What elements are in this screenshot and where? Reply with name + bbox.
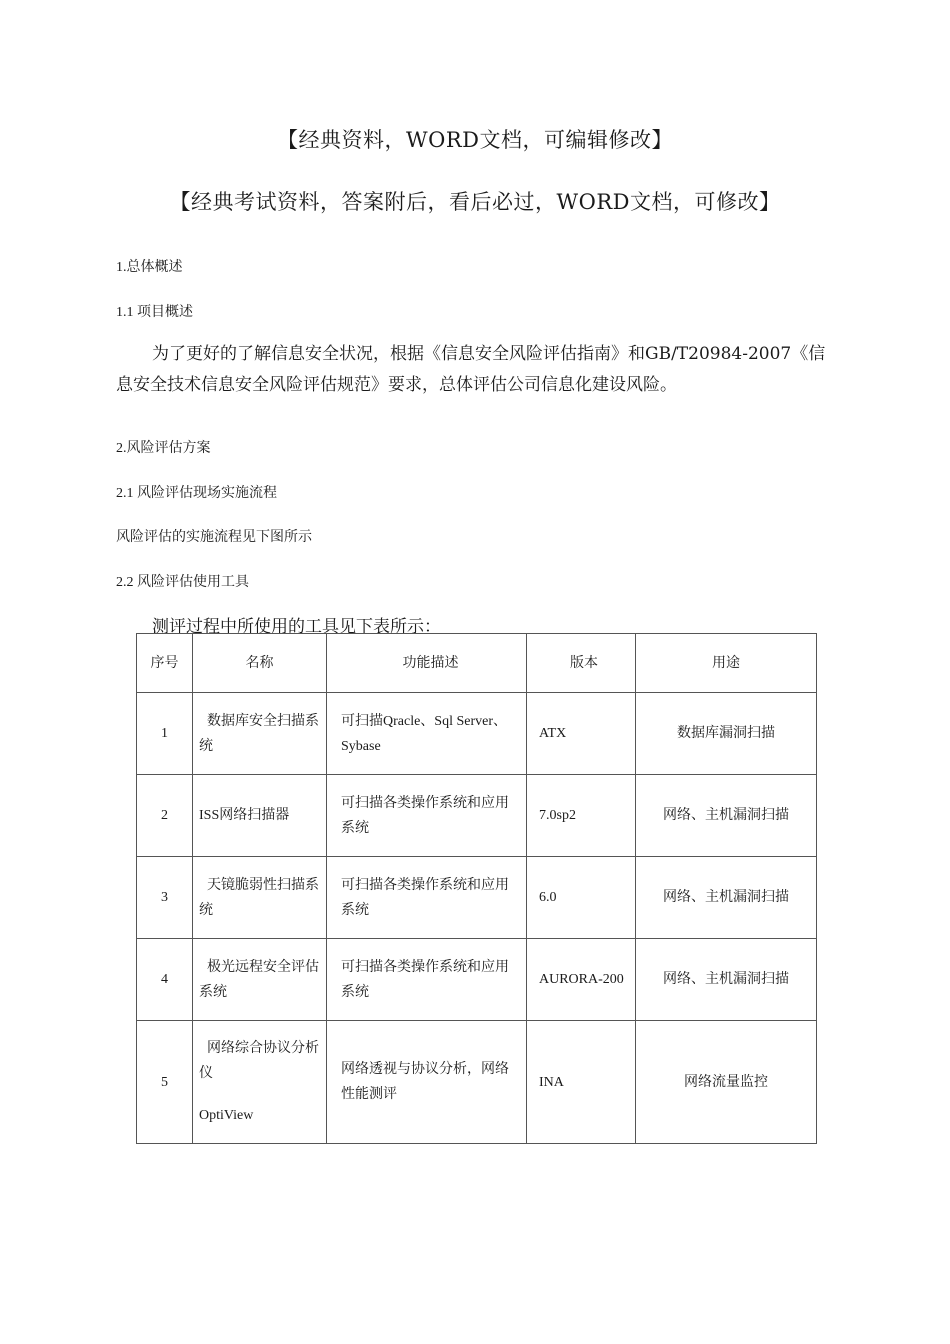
cell-version: INA	[527, 1021, 636, 1144]
banner-line-2: 【经典考试资料，答案附后，看后必过，WORD文档，可修改】	[169, 190, 781, 214]
cell-name-main: 网络综合协议分析仪	[199, 1041, 319, 1081]
overview-paragraph: 为了更好的了解信息安全状况，根据《信息安全风险评估指南》和GB/T20984-2007《信息安全技术信息安全风险评估规范》要求，总体评估公司信息化建设风险。	[116, 344, 826, 395]
cell-name: 天镜脆弱性扫描系统	[193, 857, 327, 939]
table-header-row	[137, 634, 817, 693]
header-name: 名称	[193, 634, 327, 693]
cell-no: 2	[137, 775, 193, 857]
cell-usage: 网络、主机漏洞扫描	[636, 775, 817, 857]
cell-version: 6.0	[527, 857, 636, 939]
cell-version: 7.0sp2	[527, 775, 636, 857]
cell-usage: 数据库漏洞扫描	[636, 693, 817, 775]
cell-desc: 可扫描各类操作系统和应用系统	[327, 775, 527, 857]
cell-no: 1	[137, 693, 193, 775]
table-row	[137, 775, 817, 857]
header-no: 序号	[137, 634, 193, 693]
section-heading-2: 2.风险评估方案	[116, 441, 211, 456]
cell-name-sub: OptiView	[199, 1108, 254, 1123]
cell-version: AURORA-200	[527, 939, 636, 1021]
cell-usage: 网络、主机漏洞扫描	[636, 857, 817, 939]
cell-usage: 网络、主机漏洞扫描	[636, 939, 817, 1021]
table-row	[137, 1021, 817, 1144]
section-heading-1-1: 1.1 项目概述	[116, 305, 193, 320]
cell-usage: 网络流量监控	[636, 1021, 817, 1144]
cell-desc: 可扫描各类操作系统和应用系统	[327, 857, 527, 939]
cell-name	[193, 1021, 327, 1144]
header-usage: 用途	[636, 634, 817, 693]
cell-desc: 可扫描Qracle、Sql Server、Sybase	[327, 693, 527, 775]
section-heading-2-1: 2.1 风险评估现场实施流程	[116, 486, 277, 501]
table-caption: 测评过程中所使用的工具见下表所示：	[152, 617, 441, 637]
table-row	[137, 939, 817, 1021]
cell-name: 数据库安全扫描系统	[193, 693, 327, 775]
header-version: 版本	[527, 634, 636, 693]
section-heading-2-2: 2.2 风险评估使用工具	[116, 575, 249, 590]
cell-name: 极光远程安全评估系统	[193, 939, 327, 1021]
cell-desc: 可扫描各类操作系统和应用系统	[327, 939, 527, 1021]
flow-note: 风险评估的实施流程见下图所示	[116, 530, 312, 545]
cell-desc: 网络透视与协议分析，网络性能测评	[327, 1021, 527, 1144]
section-heading-1: 1.总体概述	[116, 260, 183, 275]
tools-table	[136, 633, 817, 1144]
cell-version: ATX	[527, 693, 636, 775]
cell-name: ISS网络扫描器	[193, 775, 327, 857]
cell-no: 5	[137, 1021, 193, 1144]
banner-line-1: 【经典资料，WORD文档，可编辑修改】	[277, 128, 673, 152]
table-row	[137, 693, 817, 775]
cell-no: 4	[137, 939, 193, 1021]
table-row	[137, 857, 817, 939]
cell-no: 3	[137, 857, 193, 939]
header-desc: 功能描述	[327, 634, 527, 693]
